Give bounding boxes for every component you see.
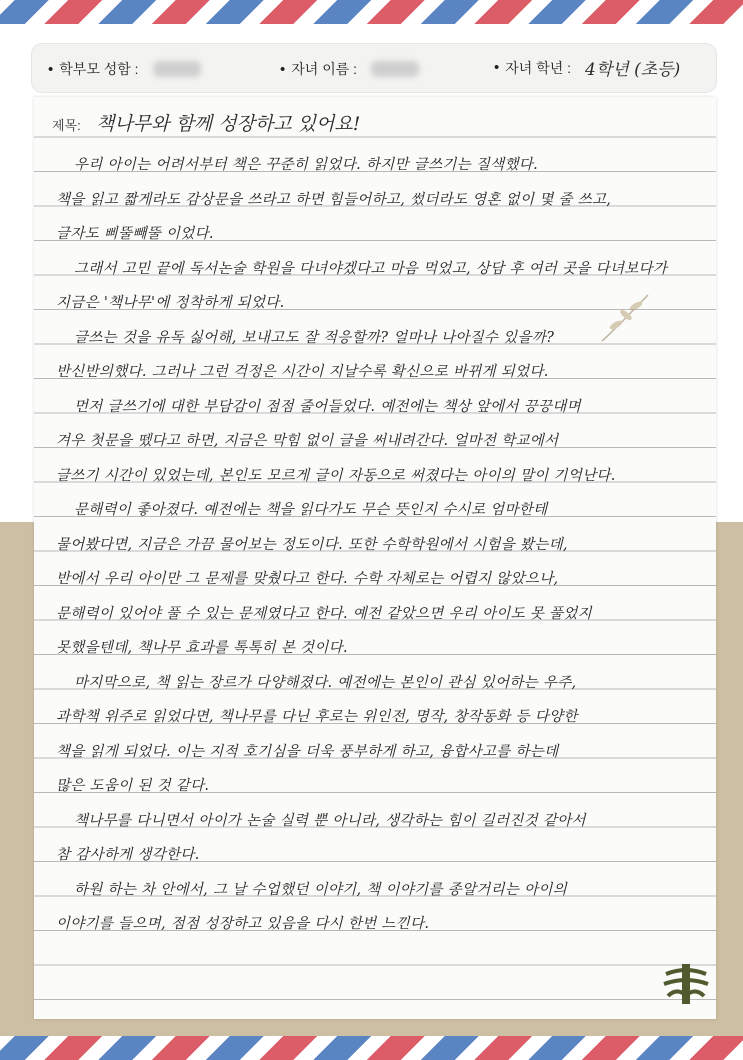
letter-line: 하원 하는 차 안에서, 그 날 수업했던 이야기, 책 이야기를 종알거리는 아이의 — [74, 881, 568, 898]
letter-title-row — [52, 109, 360, 136]
letter-line: 책을 읽고 짧게라도 감상문을 쓰라고 하면 힘들어하고, 썼더라도 영혼 없이 몇 줄 쓰고, — [56, 191, 612, 208]
child-grade-value: 4학년 (초등) — [585, 60, 681, 80]
child-name-label: 자녀 이름 : — [291, 61, 358, 77]
leaf-doodle-icon — [594, 289, 654, 349]
child-grade-field: • 자녀 학년 : 4학년 (초등) — [494, 55, 680, 80]
letter-line: 많은 도움이 된 것 같다. — [56, 778, 210, 794]
title-label: 제목: — [52, 118, 81, 133]
letter-line: 책을 읽게 되었다. 이는 지적 호기심을 더욱 풍부하게 하고, 융합사고를 하는데 — [56, 743, 559, 760]
letter-line: 마지막으로, 책 읽는 장르가 다양해졌다. 예전에는 본인이 관심 있어하는 우주, — [74, 674, 577, 691]
letter-line: 물어봤다면, 지금은 가끔 물어보는 정도이다. 또한 수학학원에서 시험을 봤는데, — [56, 536, 568, 553]
letter-paper — [34, 97, 716, 1019]
letter-line: 과학책 위주로 읽었다면, 책나무를 다닌 후로는 위인전, 명작, 창작동화 등 다양한 — [56, 709, 578, 725]
letter-line: 반신반의했다. 그러나 그런 걱정은 시간이 지날수록 확신으로 바뀌게 되었다. — [56, 364, 549, 380]
header-card — [32, 44, 716, 92]
chaeknamu-tree-logo — [662, 962, 710, 1006]
letter-line: 참 감사하게 생각한다. — [56, 847, 200, 863]
airmail-stripe-top — [0, 0, 743, 24]
letter-line: 반에서 우리 아이만 그 문제를 맞췄다고 한다. 수학 자체로는 어렵지 않았으나, — [56, 571, 559, 587]
letter-line: 우리 아이는 어려서부터 책은 꾸준히 읽었다. 하지만 글쓰기는 질색했다. — [74, 157, 538, 173]
letter-line: 문해력이 있어야 풀 수 있는 문제였다고 한다. 예전 같았으면 우리 아이도 못 풀었지 — [56, 605, 592, 622]
child-name-field: • 자녀 이름 : — [280, 59, 419, 79]
letter-line: 글쓰는 것을 유독 싫어해, 보내고도 잘 적응할까? 얼마나 나아질수 있을까? — [74, 329, 555, 346]
letter-line: 지금은 '책나무'에 정착하게 되었다. — [56, 295, 285, 311]
parent-name-redacted — [153, 61, 201, 77]
letter-line: 글쓰기 시간이 있었는데, 본인도 모르게 글이 자동으로 써졌다는 아이의 말이 기억난다. — [56, 467, 616, 484]
letter-line: 글자도 삐뚤빼뚤 이었다. — [56, 226, 214, 242]
letter-line: 그래서 고민 끝에 독서논술 학원을 다녀야겠다고 마음 먹었고, 상담 후 여러 곳을 다녀보다가 — [74, 260, 668, 277]
letter-line: 못했을텐데, 책나무 효과를 톡톡히 본 것이다. — [56, 640, 348, 656]
airmail-stripe-bottom — [0, 1036, 743, 1060]
parent-name-field: • 학부모 성함 : — [48, 59, 201, 79]
child-name-redacted — [371, 61, 419, 77]
parent-name-label: 학부모 성함 : — [59, 61, 139, 77]
letter-line: 이야기를 들으며, 점점 성장하고 있음을 다시 한번 느낀다. — [56, 916, 430, 932]
child-grade-label: 자녀 학년 : — [505, 59, 572, 76]
letter-line: 책나무를 다니면서 아이가 논술 실력 뿐 아니라, 생각하는 힘이 길러진것 같아서 — [74, 812, 586, 829]
letter-title: 책나무와 함께 성장하고 있어요! — [96, 113, 361, 135]
letter-line: 겨우 첫문을 뗐다고 하면, 지금은 막힘 없이 글을 써내려간다. 얼마전 학교에서 — [56, 433, 559, 449]
letter-line: 문해력이 좋아졌다. 예전에는 책을 읽다가도 무슨 뜻인지 수시로 엄마한테 — [74, 502, 548, 518]
letter-line: 먼저 글쓰기에 대한 부담감이 점점 줄어들었다. 예전에는 책상 앞에서 끙끙대며 — [74, 398, 581, 415]
